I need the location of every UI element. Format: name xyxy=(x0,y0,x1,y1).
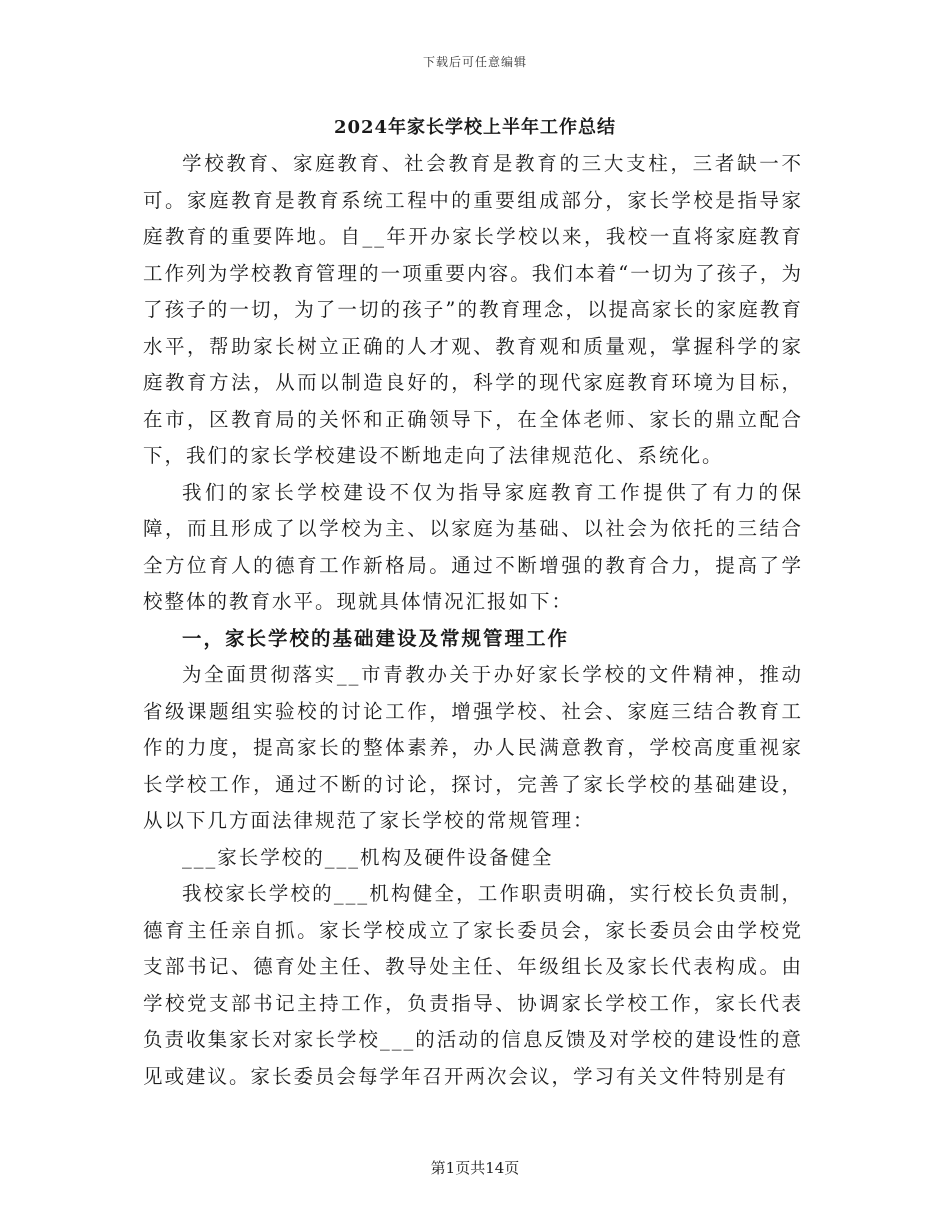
page-title: 2024年家长学校上半年工作总结 xyxy=(333,117,617,138)
page-header-note: 下载后可任意编辑 xyxy=(422,55,527,69)
page-number: 第1页共14页 xyxy=(430,1159,520,1177)
document-body xyxy=(143,146,803,1095)
paragraph-section-1: 为全面贯彻落实__市青教办关于办好家长学校的文件精神，推动省级课题组实验校的讨论工作，增强学校、社会、家庭三结合教育工作的力度，提高家长的整体素养，办人民满意教育，学校高度重视家长学校工作，通过不断的讨论，探讨，完善了家长学校的基础建设，从以下几方面法律规范了家长学校的常规管理： xyxy=(143,663,803,832)
paragraph-intro: 学校教育、家庭教育、社会教育是教育的三大支柱，三者缺一不可。家庭教育是教育系统工程中的重要组成部分，家长学校是指导家庭教育的重要阵地。自__年开办家长学校以来，我校一直将家庭教育工作列为学校教育管理的一项重要内容。我们本着“一切为了孩子，为了孩子的一切，为了一切的孩子”的教育理念，以提高家长的家庭教育水平，帮助家长树立正确的人才观、教育观和质量观，掌握科学的家庭教育方法，从而以制造良好的，科学的现代家庭教育环境为目标，在市，区教育局的关怀和正确领导下，在全体老师、家长的鼎立配合下，我们的家长学校建设不断地走向了法律规范化、系统化。 xyxy=(143,152,803,467)
section-heading-1: 一，家长学校的基础建设及常规管理工作 xyxy=(182,626,570,650)
paragraph-organization: 我校家长学校的___机构健全，工作职责明确，实行校长负责制，德育主任亲自抓。家长学校成立了家长委员会，家长委员会由学校党支部书记、德育处主任、教导处主任、年级组长及家长代表构成。由学校党支部书记主持工作，负责指导、协调家长学校工作，家长代表负责收集家长对家长学校___的活动的信息反馈及对学校的建设性的意见或建议。家长委员会每学年召开两次会议，学习有关文件特别是有 xyxy=(143,882,803,1088)
paragraph-overview: 我们的家长学校建设不仅为指导家庭教育工作提供了有力的保障，而且形成了以学校为主、以家庭为基础、以社会为依托的三结合全方位育人的德育工作新格局。通过不断增强的教育合力，提高了学校整体的教育水平。现就具体情况汇报如下： xyxy=(143,480,803,613)
subheading-organization: ___家长学校的___机构及硬件设备健全 xyxy=(182,845,554,869)
